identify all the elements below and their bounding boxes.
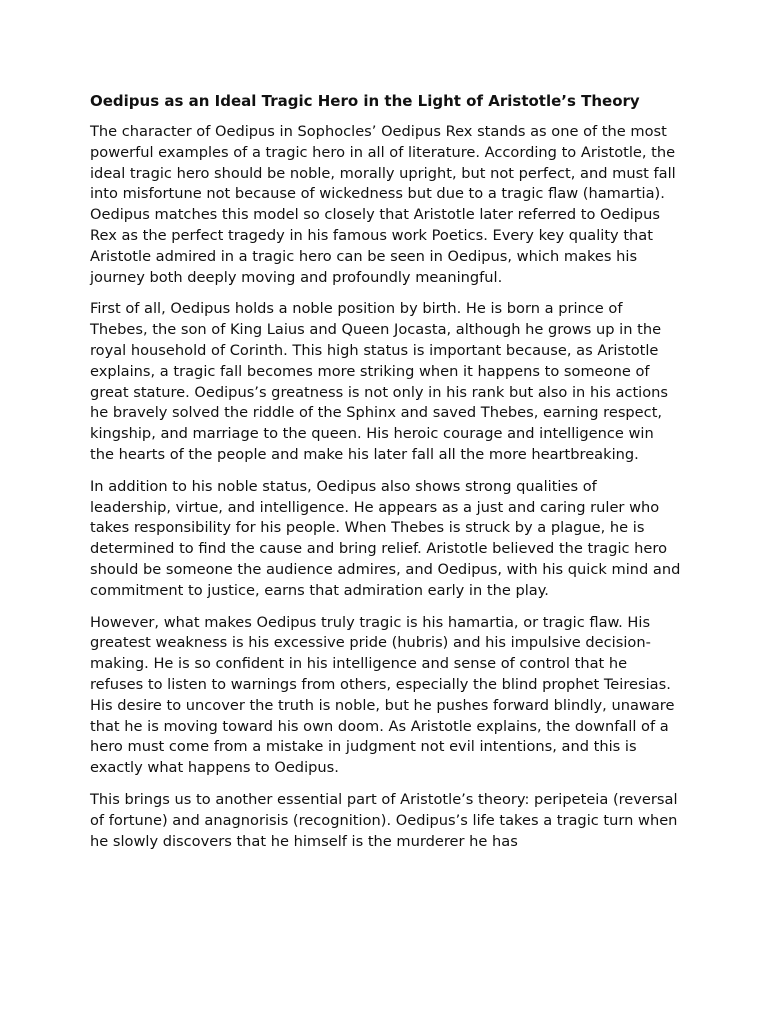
paragraph-peripeteia: This brings us to another essential part of Aristotle’s theory: peripeteia (reversal of fortune) and anagnorisis (recognition). Oedipus’s life takes a tragic turn when he slowly discovers that he himself is the murderer he has [90,790,678,850]
document-title: Oedipus as an Ideal Tragic Hero in the Light of Aristotle’s Theory [90,92,640,110]
paragraph-intro: The character of Oedipus in Sophocles’ Oedipus Rex stands as one of the most powerful examples of a tragic hero in all of literature. According to Aristotle, the ideal tragic hero should be noble, morally upright, but not perfect, and must fall into misfortune not because of wickedness but due to a tragic flaw (hamartia). Oedipus matches this model so closely that Aristotle later referred to Oedipus Rex as the perfect tragedy in his famous work Poetics. Every key quality that Aristotle admired in a tragic hero can be seen in Oedipus, which makes his journey both deeply moving and profoundly meaningful. [90,123,676,286]
paragraph-leadership: In addition to his noble status, Oedipus also shows strong qualities of leadership, virtue, and intelligence. He appears as a just and caring ruler who takes responsibility for his people. When Thebes is struck by a plague, he is determined to find the cause and bring relief. Aristotle believed the tragic hero should be someone the audience admires, and Oedipus, with his quick mind and commitment to justice, earns that admiration early in the play. [90,477,681,599]
paragraph-hamartia: However, what makes Oedipus truly tragic is his hamartia, or tragic flaw. His greatest weakness is his excessive pride (hubris) and his impulsive decision-making. He is so confident in his intelligence and sense of control that he refuses to listen to warnings from others, especially the blind prophet Teiresias. His desire to uncover the truth is noble, but he pushes forward blindly, unaware that he is moving toward his own doom. As Aristotle explains, the downfall of a hero must come from a mistake in judgment not evil intentions, and this is exactly what happens to Oedipus. [90,613,675,777]
document-body [90,90,682,863]
paragraph-noble-birth: First of all, Oedipus holds a noble position by birth. He is born a prince of Thebes, the son of King Laius and Queen Jocasta, although he grows up in the royal household of Corinth. This high status is important because, as Aristotle explains, a tragic fall becomes more striking when it happens to someone of great stature. Oedipus’s greatness is not only in his rank but also in his actions he bravely solved the riddle of the Sphinx and saved Thebes, earning respect, kingship, and marriage to the queen. His heroic courage and intelligence win the hearts of the people and make his later fall all the more heartbreaking. [90,300,669,463]
